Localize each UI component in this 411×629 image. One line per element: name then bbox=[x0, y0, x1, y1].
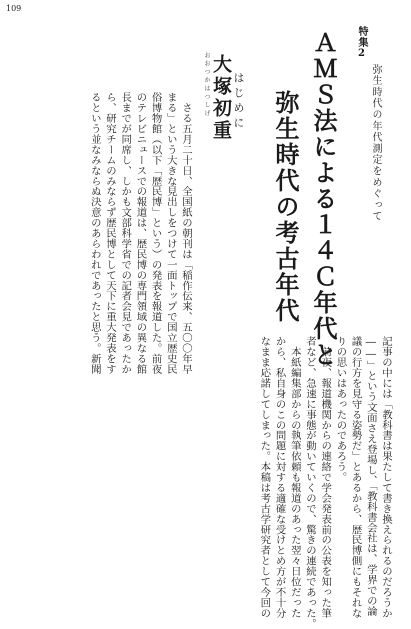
author-ruby: おおつかはつしげ bbox=[203, 52, 210, 119]
body-line: 者など、急速に事態が動いていくので、驚きの連続であった。 bbox=[303, 336, 316, 629]
body-line: なまま応諾してしまった。本稿は考古学研究者として今回の bbox=[258, 336, 271, 619]
article-title-line-1: ＡＭＳ法による１４Ｃ年代と bbox=[309, 30, 338, 368]
body-text-lower bbox=[256, 336, 393, 629]
section-heading: はじめに bbox=[232, 72, 245, 132]
body-line: 議の行方を見守る姿勢だ」とあるから、歴民博側にもそれな bbox=[349, 336, 362, 619]
author-name: 大塚初重 bbox=[210, 54, 232, 142]
body-line: るという並なみならぬ決意のあらわれであったと思う。新聞 bbox=[88, 92, 101, 375]
page-number: 109 bbox=[6, 4, 22, 13]
body-line: 本紙編集部からの執筆依頼も報道のあった翌々日位だった bbox=[288, 336, 301, 619]
series-label: 特集2 bbox=[356, 26, 367, 60]
body-line: まる」という大きな見出しをつけて一面トップで国立歴史民 bbox=[164, 92, 177, 375]
body-line: 前夜、報道機関からの連絡で学会発表前の公表を知った筆 bbox=[319, 336, 332, 619]
body-line: 長までが同席し、しかも文部科学省での記者会見であったか bbox=[119, 92, 132, 375]
body-line: さる五月二十日、全国紙の朝刊は「稲作伝来、五〇〇年早 bbox=[180, 92, 192, 375]
body-line: りの思いはあったのであろう。 bbox=[334, 336, 347, 483]
body-line: ――」という文面さえ登場し、「教科書会社は、学界での論 bbox=[364, 336, 377, 617]
body-line: 俗博物館（以下「歴民博」という）の発表を報道した。前夜 bbox=[149, 92, 162, 375]
body-line: のテレビニュースでの報道は、歴民博の専門領域の異なる館 bbox=[134, 92, 147, 375]
body-text-upper bbox=[87, 92, 193, 442]
series-subtitle: 弥生時代の年代測定をめぐって bbox=[370, 64, 381, 223]
body-line: から、私自身のこの問題に対する適確な受けとめ方が不十分 bbox=[273, 336, 286, 619]
body-line: 記事の中には「教科書は果たして書き換えられるのだろうか bbox=[380, 336, 392, 619]
article-title-line-2: 弥生時代の考古年代 bbox=[271, 90, 300, 324]
body-line: ら、研究チームのみならず歴民博として天下に重大発表をす bbox=[103, 92, 116, 375]
